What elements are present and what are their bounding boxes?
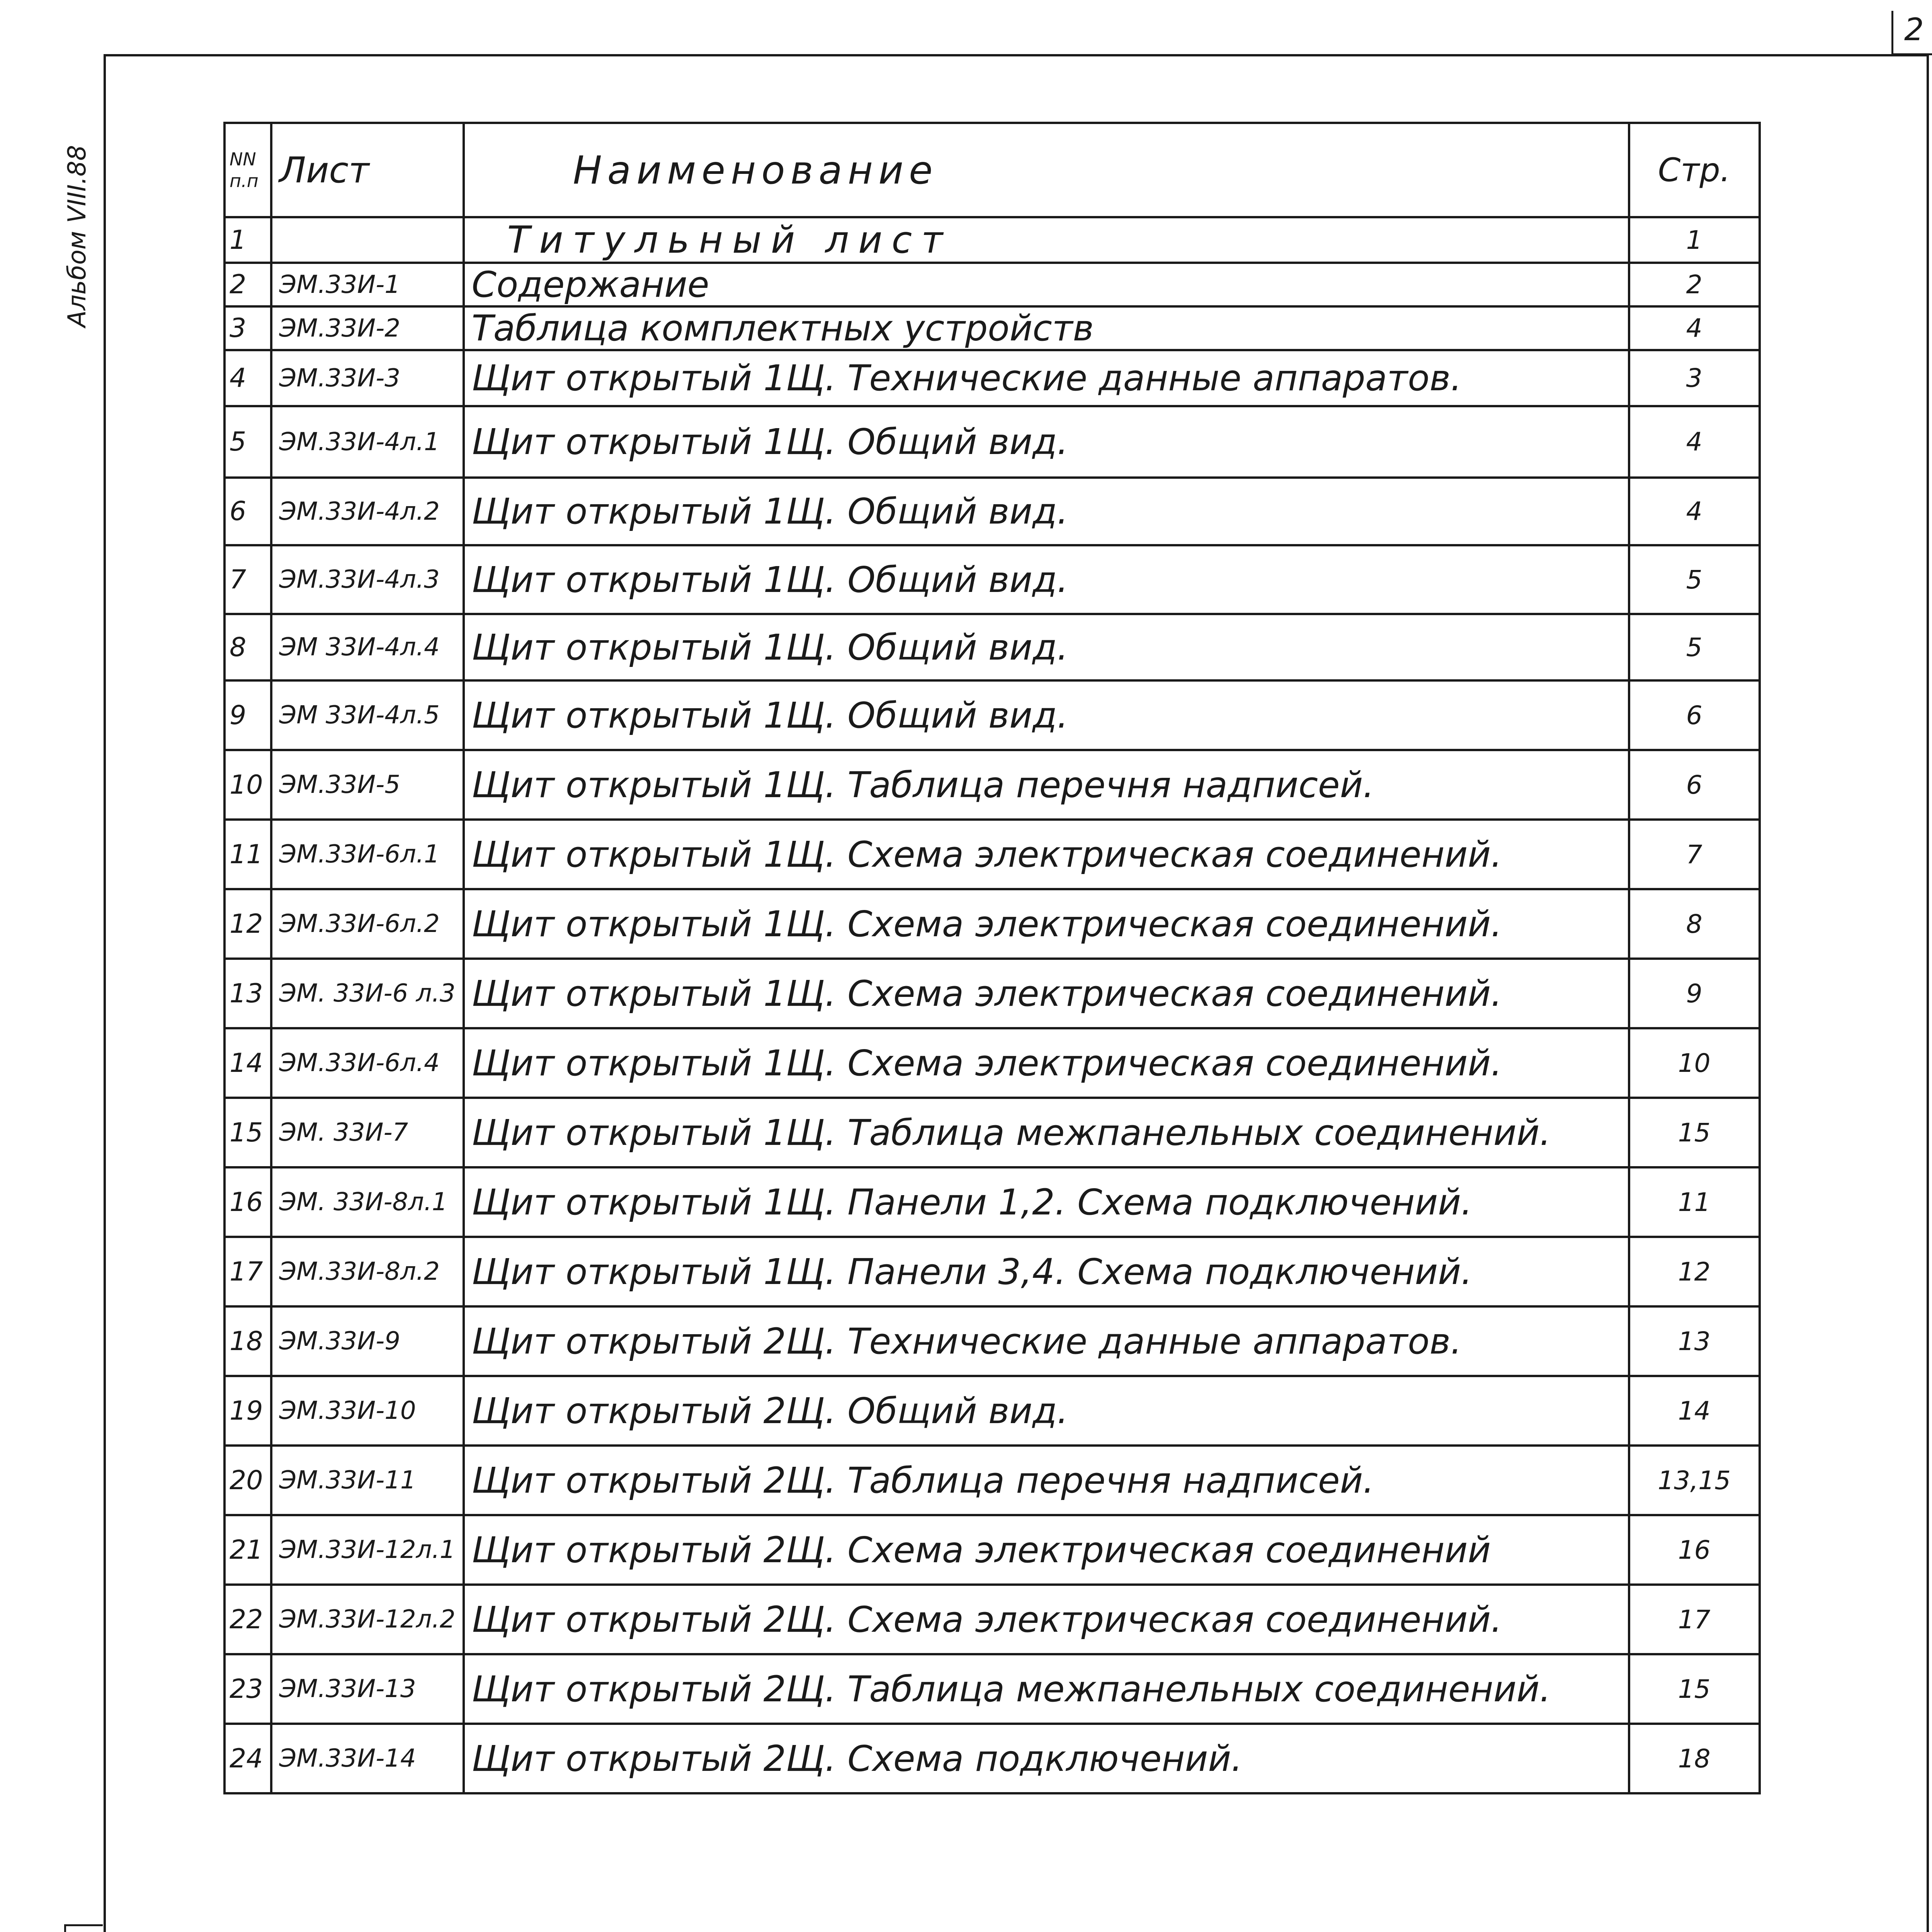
row-sheet: ЭМ.33И-4л.1 (271, 406, 464, 478)
row-name: Щит открытый 2Щ. Схема подключений. (464, 1724, 1629, 1793)
row-number: 12 (224, 889, 271, 959)
row-sheet: ЭМ.33И-6л.1 (271, 820, 464, 889)
row-sheet: ЭМ 33И-4л.5 (271, 680, 464, 750)
row-number: 22 (224, 1585, 271, 1654)
table-row (224, 820, 1760, 889)
row-name: Щит открытый 1Щ. Схема электрическая соединений. (464, 820, 1629, 889)
row-number: 17 (224, 1237, 271, 1306)
row-sheet: ЭМ. 33И-8л.1 (271, 1167, 464, 1237)
row-name: Щит открытый 2Щ. Схема электрическая соединений. (464, 1585, 1629, 1654)
row-number: 10 (224, 750, 271, 820)
table-row (224, 750, 1760, 820)
row-page: 12 (1629, 1237, 1760, 1306)
row-name: Щит открытый 1Щ. Таблица перечня надписей. (464, 750, 1629, 820)
table-row (224, 1237, 1760, 1306)
row-name: Щит открытый 1Щ. Схема электрическая соединений. (464, 959, 1629, 1028)
row-number: 23 (224, 1654, 271, 1724)
header-number: NN п.п (224, 123, 271, 217)
row-page: 16 (1629, 1515, 1760, 1585)
row-sheet: ЭМ.33И-11 (271, 1446, 464, 1515)
row-sheet: ЭМ.33И-2 (271, 306, 464, 350)
row-sheet (271, 217, 464, 263)
row-name: Щит открытый 1Щ. Панели 3,4. Схема подключений. (464, 1237, 1629, 1306)
row-page: 15 (1629, 1098, 1760, 1167)
table-row (224, 680, 1760, 750)
header-page: Стр. (1629, 123, 1760, 217)
row-page: 14 (1629, 1376, 1760, 1446)
row-page: 13,15 (1629, 1446, 1760, 1515)
row-number: 2 (224, 263, 271, 306)
row-name: Титульный лист (464, 217, 1629, 263)
table-row (224, 1724, 1760, 1793)
row-sheet: ЭМ. 33И-7 (271, 1098, 464, 1167)
row-name: Щит открытый 2Щ. Технические данные аппаратов. (464, 1306, 1629, 1376)
row-page: 11 (1629, 1167, 1760, 1237)
row-sheet: ЭМ.33И-14 (271, 1724, 464, 1793)
row-page: 2 (1629, 263, 1760, 306)
table-row (224, 1376, 1760, 1446)
header-name: Наименование (464, 123, 1629, 217)
table-row (224, 1306, 1760, 1376)
row-name: Щит открытый 1Щ. Схема электрическая соединений. (464, 1028, 1629, 1098)
table-row (224, 217, 1760, 263)
row-name: Щит открытый 1Щ. Общий вид. (464, 680, 1629, 750)
row-name: Щит открытый 2Щ. Схема электрическая соединений (464, 1515, 1629, 1585)
row-sheet: ЭМ.33И-6л.2 (271, 889, 464, 959)
row-sheet: ЭМ.33И-1 (271, 263, 464, 306)
table-row (224, 306, 1760, 350)
row-number: 20 (224, 1446, 271, 1515)
row-sheet: ЭМ.33И-12л.2 (271, 1585, 464, 1654)
row-sheet: ЭМ.33И-6л.4 (271, 1028, 464, 1098)
row-name: Щит открытый 2Щ. Таблица межпанельных соединений. (464, 1654, 1629, 1724)
row-page: 4 (1629, 406, 1760, 478)
row-number: 15 (224, 1098, 271, 1167)
row-page: 8 (1629, 889, 1760, 959)
row-page: 9 (1629, 959, 1760, 1028)
row-sheet: ЭМ.33И-13 (271, 1654, 464, 1724)
row-number: 6 (224, 478, 271, 545)
row-name: Щит открытый 1Щ. Общий вид. (464, 406, 1629, 478)
row-name: Таблица комплектных устройств (464, 306, 1629, 350)
row-page: 6 (1629, 750, 1760, 820)
row-number: 5 (224, 406, 271, 478)
album-label: Альбом VIII.88 (63, 145, 92, 327)
row-number: 19 (224, 1376, 271, 1446)
row-sheet: ЭМ.33И-12л.1 (271, 1515, 464, 1585)
row-page: 10 (1629, 1028, 1760, 1098)
row-page: 1 (1629, 217, 1760, 263)
row-number: 1 (224, 217, 271, 263)
row-sheet: ЭМ.33И-9 (271, 1306, 464, 1376)
table-row (224, 350, 1760, 406)
table-row (224, 1446, 1760, 1515)
row-number: 7 (224, 545, 271, 614)
row-number: 21 (224, 1515, 271, 1585)
row-page: 4 (1629, 306, 1760, 350)
row-page: 5 (1629, 545, 1760, 614)
row-name: Щит открытый 1Щ. Таблица межпанельных соединений. (464, 1098, 1629, 1167)
header-sheet: Лист (271, 123, 464, 217)
row-number: 9 (224, 680, 271, 750)
row-page: 15 (1629, 1654, 1760, 1724)
row-page: 5 (1629, 614, 1760, 680)
row-number: 4 (224, 350, 271, 406)
table-row (224, 406, 1760, 478)
row-sheet: ЭМ. 33И-6 л.3 (271, 959, 464, 1028)
row-page: 18 (1629, 1724, 1760, 1793)
row-number: 18 (224, 1306, 271, 1376)
row-page: 7 (1629, 820, 1760, 889)
table-row (224, 1028, 1760, 1098)
row-number: 11 (224, 820, 271, 889)
row-number: 3 (224, 306, 271, 350)
row-sheet: ЭМ.33И-4л.2 (271, 478, 464, 545)
row-name: Щит открытый 2Щ. Общий вид. (464, 1376, 1629, 1446)
table-row (224, 889, 1760, 959)
row-name: Щит открытый 1Щ. Общий вид. (464, 545, 1629, 614)
row-name: Содержание (464, 263, 1629, 306)
page-number: 2 (1904, 12, 1924, 48)
row-sheet: ЭМ.33И-3 (271, 350, 464, 406)
table-row (224, 614, 1760, 680)
row-page: 17 (1629, 1585, 1760, 1654)
row-sheet: ЭМ.33И-5 (271, 750, 464, 820)
contents-table (223, 122, 1761, 1794)
table-row (224, 478, 1760, 545)
row-sheet: ЭМ.33И-4л.3 (271, 545, 464, 614)
row-sheet: ЭМ.33И-8л.2 (271, 1237, 464, 1306)
table-row (224, 263, 1760, 306)
row-name: Щит открытый 1Щ. Панели 1,2. Схема подключений. (464, 1167, 1629, 1237)
row-page: 4 (1629, 478, 1760, 545)
row-number: 16 (224, 1167, 271, 1237)
row-page: 6 (1629, 680, 1760, 750)
row-number: 13 (224, 959, 271, 1028)
row-name: Щит открытый 1Щ. Общий вид. (464, 478, 1629, 545)
table-row (224, 1585, 1760, 1654)
row-name: Щит открытый 1Щ. Схема электрическая соединений. (464, 889, 1629, 959)
row-sheet: ЭМ 33И-4л.4 (271, 614, 464, 680)
table-row (224, 959, 1760, 1028)
row-number: 24 (224, 1724, 271, 1793)
row-sheet: ЭМ.33И-10 (271, 1376, 464, 1446)
row-number: 14 (224, 1028, 271, 1098)
table-row (224, 545, 1760, 614)
table-header-row (224, 123, 1760, 217)
row-name: Щит открытый 1Щ. Общий вид. (464, 614, 1629, 680)
row-number: 8 (224, 614, 271, 680)
table-row (224, 1098, 1760, 1167)
row-name: Щит открытый 1Щ. Технические данные аппаратов. (464, 350, 1629, 406)
row-page: 3 (1629, 350, 1760, 406)
binding-strip (64, 1924, 103, 1932)
table-row (224, 1515, 1760, 1585)
row-page: 13 (1629, 1306, 1760, 1376)
table-row (224, 1167, 1760, 1237)
table-row (224, 1654, 1760, 1724)
row-name: Щит открытый 2Щ. Таблица перечня надписей. (464, 1446, 1629, 1515)
